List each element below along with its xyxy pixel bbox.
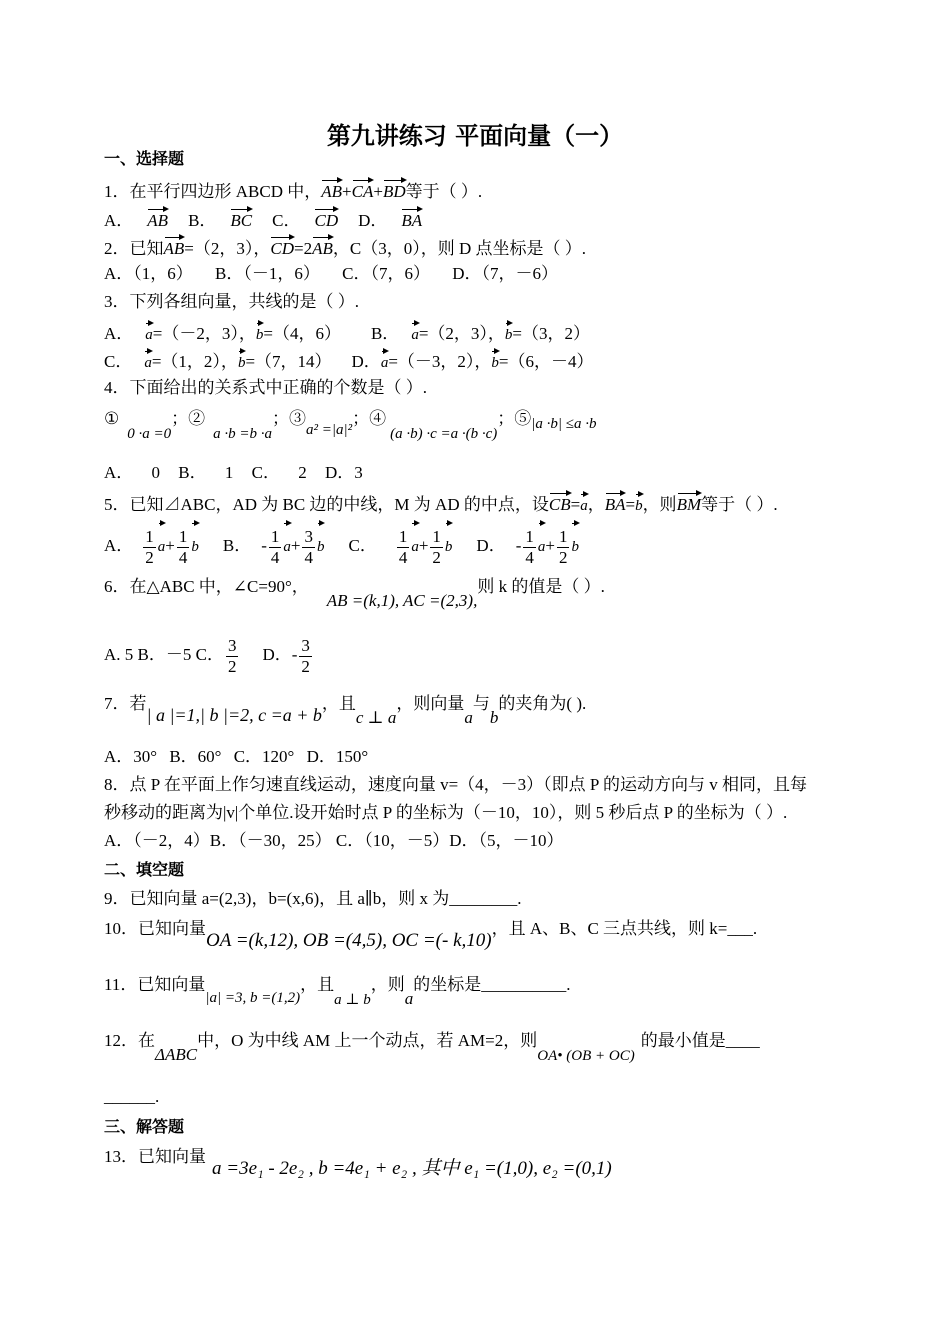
q13-expression: a =3e₁ - 2e₂ , b =4e₁ + e₂ , 其中 e₁ =(1,0), e₂ =(0,1)	[212, 1158, 612, 1179]
q3-options-ab	[104, 320, 590, 346]
q1-option-b: B．	[188, 211, 217, 230]
q4-relation-1: 0 ·a =0	[127, 426, 172, 442]
q5-option-c: C．	[348, 536, 377, 555]
page-title: 第九讲练习 平面向量（一）	[326, 122, 624, 150]
question-11	[104, 974, 570, 1010]
section-heading-choice: 一、选择题	[104, 149, 185, 168]
vector-bm: BM	[677, 490, 702, 516]
q7-mid: ，则向量	[396, 694, 465, 713]
fraction	[299, 636, 312, 677]
q6-option-d: D．-	[262, 645, 298, 664]
q6-options	[104, 632, 314, 678]
vector-a: a	[580, 491, 588, 517]
vector-b: b	[635, 491, 643, 517]
q5-tail: 等于（ ）.	[701, 495, 778, 514]
q3-b-value: =（6，－4）	[498, 352, 594, 371]
denominator: 4	[398, 547, 408, 567]
q8-line-1: 8．点 P 在平面上作匀速直线运动，速度向量 v=（4，－3）（即点 P 的运动方向与 v 相同，且每	[104, 775, 807, 794]
question-12	[104, 1030, 760, 1066]
q1-option-d-vector: BA	[401, 206, 422, 232]
question-13	[104, 1146, 612, 1182]
question-4: 4．下面给出的关系式中正确的个数是（ ）.	[104, 378, 427, 397]
fraction	[430, 527, 443, 568]
q4-label-3: ；③	[272, 409, 306, 428]
q3-a-value: =（1，2），	[151, 352, 238, 371]
plus-sign: +	[342, 182, 352, 201]
q4-options: A． 0 B． 1 C． 2 D．3	[104, 463, 363, 482]
numerator: 3	[227, 635, 237, 655]
denominator: 2	[145, 547, 154, 567]
section-heading-answer: 三、解答题	[104, 1117, 185, 1136]
q4-label-2: ；②	[171, 409, 206, 428]
denominator: 4	[525, 547, 534, 567]
denominator: 2	[558, 547, 568, 567]
q1-option-a-vector: AB	[147, 206, 168, 232]
q4-relation-2: a ·b =b ·a	[213, 426, 272, 442]
q6-expression: AB =(k,1), AC =(2,3),	[326, 591, 478, 610]
fraction	[269, 527, 282, 568]
plus-sign: +	[545, 536, 555, 555]
q3-b-value: =（4，6）	[263, 324, 341, 343]
plus-sign: +	[418, 536, 429, 555]
vector-a: a	[145, 320, 153, 346]
vector-a: a	[411, 520, 419, 570]
vector-a: a	[464, 708, 473, 727]
equals-sign: =	[570, 495, 581, 514]
q1-option-b-vector: BC	[230, 206, 252, 232]
q4-relation-3: a² =|a|²	[306, 422, 353, 438]
q12-continuation: ______.	[104, 1087, 160, 1106]
q7-options: A．30° B．60° C．120° D．150°	[104, 747, 369, 766]
denominator: 4	[304, 547, 313, 567]
numerator: 3	[304, 526, 313, 546]
vector-b: b	[571, 520, 579, 570]
fraction	[523, 527, 536, 568]
section-heading-fill: 二、填空题	[104, 860, 185, 879]
q7-tail: 的夹角为( ).	[498, 694, 587, 713]
q12-tail: 的最小值是____	[640, 1031, 760, 1050]
question-1	[104, 177, 482, 203]
q7-stem: 7．若	[104, 694, 147, 713]
q12-triangle: ΔABC	[155, 1045, 198, 1064]
q5-option-b: B．	[222, 536, 252, 555]
vector-bd: BD	[383, 177, 406, 203]
q1-option-a: A．	[104, 211, 134, 230]
q3-options-cd	[104, 348, 594, 374]
q2-value: =（2，3），	[184, 239, 271, 258]
q12-mid: 中，O 为中线 AM 上一个动点，若 AM=2，则	[197, 1031, 538, 1050]
q2-tail: ，C（3，0），则 D 点坐标是（ ）.	[332, 239, 586, 258]
q7-condition: | a |=1,| b |=2, c =a + b	[146, 705, 322, 725]
q3-b-value: =（3，2）	[512, 324, 590, 343]
question-2	[104, 234, 586, 260]
vector-ab: AB	[312, 234, 333, 260]
numerator: 1	[558, 526, 568, 546]
vector-b: b	[489, 708, 499, 727]
q8-line-2: 秒移动的距离为|v|个单位.设开始时点 P 的坐标为（－10，10），则 5 秒后点 P 的坐标为（ ）.	[104, 803, 788, 822]
q8-options: A．（－2，4）B．（－30，25） C．（10，－5）D．（5，－10）	[104, 831, 564, 850]
vector-b: b	[238, 348, 246, 374]
vector-b: b	[191, 520, 199, 570]
denominator: 4	[270, 547, 280, 567]
vector-b: b	[445, 520, 453, 570]
q5-option-a: A．	[104, 536, 134, 555]
denominator: 2	[227, 656, 237, 676]
numerator: 1	[270, 526, 280, 546]
q7-and: ，且	[321, 694, 356, 713]
q5-stem: 5．已知⊿ABC，AD 为 BC 边的中线，M 为 AD 的中点，设	[104, 495, 549, 514]
vector-ab: AB	[321, 177, 342, 203]
q6-options-ab: A. 5 B．－5 C．	[104, 645, 224, 664]
q2-stem: 2．已知	[104, 239, 164, 258]
q10-stem: 10．已知向量	[104, 919, 206, 938]
q5-mid: ，则	[642, 495, 677, 514]
q11-perpendicular: a ⊥ b	[334, 992, 371, 1008]
vector-a: a	[158, 520, 166, 570]
q2-relation: =2	[294, 239, 313, 258]
numerator: 1	[432, 526, 441, 546]
q3-option-d: D．	[351, 352, 381, 371]
q1-options	[104, 206, 422, 232]
plus-sign: +	[290, 536, 301, 555]
q11-and: ，且	[300, 975, 335, 994]
vector-b: b	[256, 320, 264, 346]
question-6	[104, 576, 605, 616]
minus-sign: -	[261, 536, 267, 555]
q11-mid: ，则	[370, 975, 405, 994]
q1-option-c: C．	[272, 211, 301, 230]
equals-sign: =	[625, 495, 636, 514]
q7-perpendicular: c ⊥ a	[355, 708, 397, 727]
vector-a: a	[538, 520, 546, 570]
separator: ，	[587, 495, 605, 514]
q1-option-c-vector: CD	[314, 206, 338, 232]
plus-sign: +	[373, 182, 383, 201]
numerator: 3	[301, 635, 310, 655]
vector-cd: CD	[270, 234, 294, 260]
q4-label-4: ；④	[352, 409, 387, 428]
vector-ca: CA	[352, 177, 374, 203]
q4-label-5: ；⑤	[497, 409, 532, 428]
vector-b: b	[505, 320, 513, 346]
vector-b: b	[317, 520, 325, 570]
fraction	[226, 636, 239, 677]
question-10	[104, 918, 757, 954]
q4-relation-5: |a ·b| ≤a ·b	[531, 416, 597, 432]
fraction	[397, 527, 410, 568]
vector-a: a	[144, 348, 152, 374]
question-7	[104, 692, 586, 728]
vector-ab: AB	[164, 234, 185, 260]
vector-b: b	[491, 348, 499, 374]
q6-stem: 6．在△ABC 中，∠C=90°，	[104, 577, 309, 596]
q10-expression: OA =(k,12), OB =(4,5), OC =(- k,10)	[206, 930, 492, 951]
q5-option-d: D．	[476, 536, 506, 555]
vector-ba: BA	[605, 490, 626, 516]
q3-option-c: C．	[104, 352, 133, 371]
q4-relation-4: (a ·b) ·c =a ·(b ·c)	[390, 426, 498, 442]
denominator: 2	[432, 547, 441, 567]
question-3: 3．下列各组向量，共线的是（ ）.	[104, 292, 359, 311]
q13-stem: 13．已知向量	[104, 1147, 206, 1166]
fraction	[302, 527, 315, 568]
q12-expression: OA• (OB + OC)	[537, 1048, 635, 1064]
minus-sign: -	[515, 536, 522, 555]
q3-option-b: B．	[370, 324, 400, 343]
fraction	[177, 527, 190, 568]
q1-stem: 1．在平行四边形 ABCD 中，	[104, 182, 322, 201]
q1-option-d: D．	[358, 211, 388, 230]
q11-tail: 的坐标是__________.	[413, 975, 571, 994]
fraction	[143, 527, 156, 568]
numerator: 1	[398, 526, 408, 546]
question-5	[104, 490, 778, 517]
denominator: 2	[301, 656, 310, 676]
q3-a-value: =（2，3），	[418, 324, 505, 343]
q5-options	[104, 520, 579, 570]
vector-a: a	[283, 520, 291, 570]
q4-label-1: ①	[104, 409, 120, 428]
numerator: 1	[145, 526, 154, 546]
q10-tail: ，且 A、B、C 三点共线，则 k=___.	[491, 919, 758, 938]
vector-a: a	[411, 320, 419, 346]
q11-stem: 11．已知向量	[104, 975, 206, 994]
q3-b-value: =（7，14）	[245, 352, 332, 371]
vector-cb: CB	[549, 490, 571, 516]
q7-with: 与	[472, 694, 490, 713]
denominator: 4	[178, 547, 188, 567]
fraction	[557, 527, 570, 568]
question-9: 9．已知向量 a=(2,3)，b=(x,6)，且 a∥b，则 x 为________.	[104, 889, 522, 908]
q2-options: A．（1，6） B．（－1，6） C．（7，6） D．（7，－6）	[104, 264, 558, 283]
q4-relations	[104, 408, 597, 448]
q1-tail: 等于（ ）.	[405, 182, 483, 201]
q3-a-value: =（－2，3），	[152, 324, 256, 343]
numerator: 1	[178, 526, 188, 546]
q3-option-a: A．	[104, 324, 134, 343]
plus-sign: +	[165, 536, 175, 555]
numerator: 1	[525, 526, 534, 546]
q6-tail: 则 k 的值是（ ）.	[477, 577, 605, 596]
q12-stem: 12．在	[104, 1031, 155, 1050]
vector-a: a	[404, 989, 414, 1008]
q11-expression: |a| =3, b =(1,2)	[205, 990, 301, 1006]
vector-a: a	[381, 348, 389, 374]
q3-a-value: =（－3，2），	[388, 352, 492, 371]
